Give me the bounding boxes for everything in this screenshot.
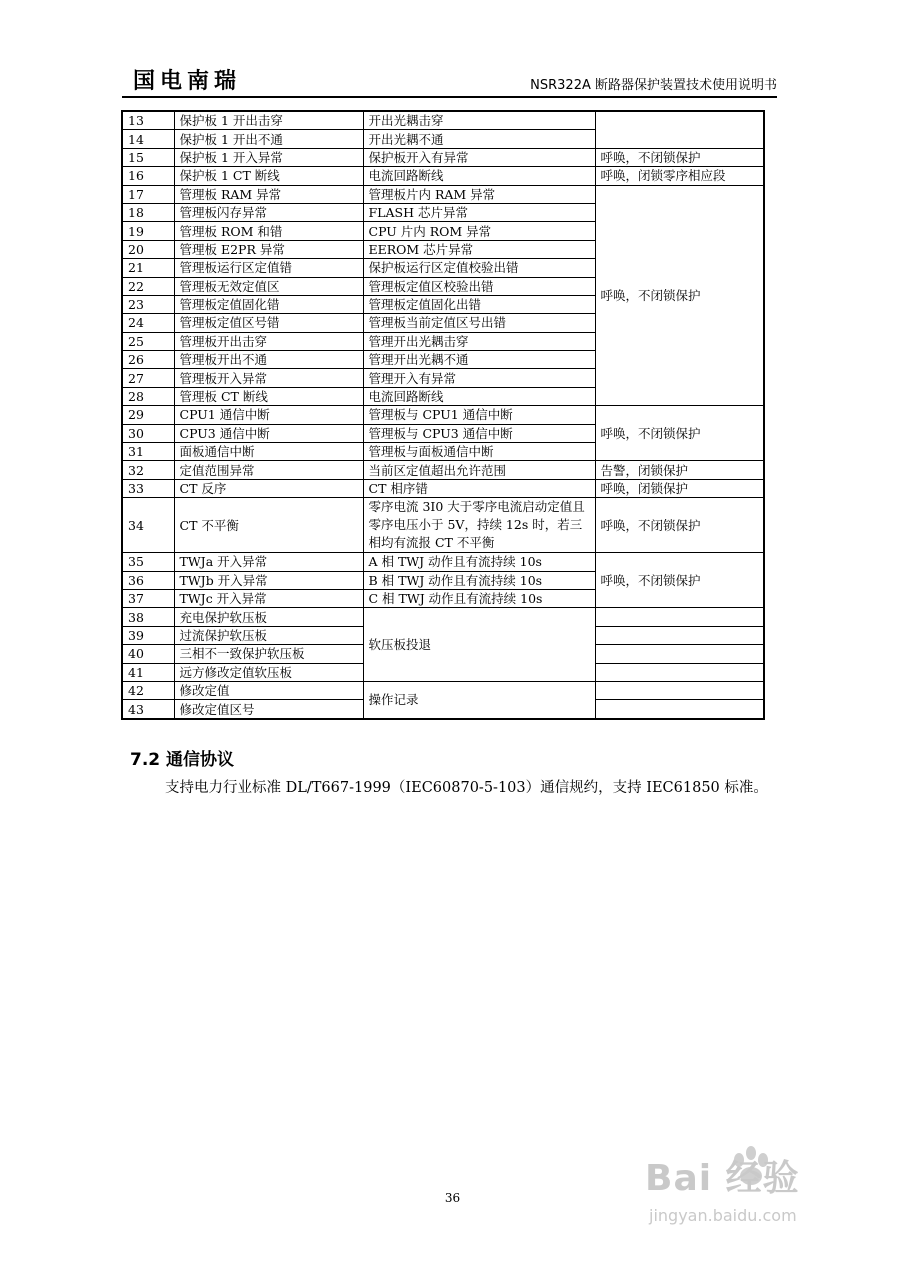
row-number: 35 <box>122 553 174 571</box>
alarm-name: 管理板 RAM 异常 <box>174 185 363 203</box>
alarm-cause: CPU 片内 ROM 异常 <box>363 222 595 240</box>
row-number: 40 <box>122 645 174 663</box>
alarm-cause: 管理板与 CPU1 通信中断 <box>363 406 595 424</box>
row-number: 33 <box>122 479 174 497</box>
row-number: 13 <box>122 111 174 130</box>
alarm-cause: 管理板片内 RAM 异常 <box>363 185 595 203</box>
alarm-cause: A 相 TWJ 动作且有流持续 10s <box>363 553 595 571</box>
alarm-name: 面板通信中断 <box>174 443 363 461</box>
alarm-action: 呼唤，闭锁保护 <box>595 479 764 497</box>
row-number: 36 <box>122 571 174 589</box>
alarm-name: CT 反序 <box>174 479 363 497</box>
row-number: 28 <box>122 387 174 405</box>
alarm-action: 告警，闭锁保护 <box>595 461 764 479</box>
table-row <box>122 479 764 497</box>
row-number: 20 <box>122 240 174 258</box>
table-row <box>122 167 764 185</box>
alarm-name: TWJc 开入异常 <box>174 589 363 607</box>
alarm-action: 呼唤，不闭锁保护 <box>595 148 764 166</box>
row-number: 17 <box>122 185 174 203</box>
row-number: 21 <box>122 259 174 277</box>
alarm-name: 修改定值 <box>174 681 363 699</box>
alarm-name: 管理板开入异常 <box>174 369 363 387</box>
alarm-action: 呼唤，不闭锁保护 <box>595 406 764 461</box>
row-number: 31 <box>122 443 174 461</box>
alarm-action: 呼唤，闭锁零序相应段 <box>595 167 764 185</box>
alarm-cause: CT 相序错 <box>363 479 595 497</box>
alarm-name: 保护板 1 开出不通 <box>174 130 363 148</box>
row-number: 29 <box>122 406 174 424</box>
row-number: 42 <box>122 681 174 699</box>
section-body: 支持电力行业标准 DL/T667-1999（IEC60870-5-103）通信规约，支持 IEC61850 标准。 <box>165 780 768 796</box>
row-number: 38 <box>122 608 174 626</box>
table-row <box>122 498 764 553</box>
document-title: NSR322A 断路器保护装置技术使用说明书 <box>530 78 777 93</box>
alarm-name: CPU3 通信中断 <box>174 424 363 442</box>
table-row <box>122 148 764 166</box>
alarm-name: 保护板 1 开出击穿 <box>174 111 363 130</box>
alarm-table-container <box>121 110 763 720</box>
alarm-name: 三相不一致保护软压板 <box>174 645 363 663</box>
row-number: 25 <box>122 332 174 350</box>
alarm-cause: 电流回路断线 <box>363 387 595 405</box>
alarm-name: 管理板 CT 断线 <box>174 387 363 405</box>
row-number: 32 <box>122 461 174 479</box>
alarm-name: 远方修改定值软压板 <box>174 663 363 681</box>
alarm-cause: 电流回路断线 <box>363 167 595 185</box>
alarm-name: CT 不平衡 <box>174 498 363 553</box>
table-row <box>122 461 764 479</box>
row-number: 26 <box>122 351 174 369</box>
alarm-name: 过流保护软压板 <box>174 626 363 644</box>
alarm-name: 充电保护软压板 <box>174 608 363 626</box>
alarm-cause: FLASH 芯片异常 <box>363 203 595 221</box>
section-heading: 7.2 通信协议 <box>130 750 235 770</box>
alarm-cause: 管理板当前定值区号出错 <box>363 314 595 332</box>
page-number: 36 <box>444 1191 461 1205</box>
alarm-cause: 管理板定值固化出错 <box>363 295 595 313</box>
alarm-name: 保护板 1 CT 断线 <box>174 167 363 185</box>
alarm-cause: 管理板与面板通信中断 <box>363 443 595 461</box>
alarm-action: 呼唤，不闭锁保护 <box>595 498 764 553</box>
alarm-name: 管理板运行区定值错 <box>174 259 363 277</box>
alarm-name: 管理板开出击穿 <box>174 332 363 350</box>
row-number: 22 <box>122 277 174 295</box>
alarm-action: 呼唤，不闭锁保护 <box>595 185 764 406</box>
row-number: 15 <box>122 148 174 166</box>
alarm-action-empty <box>595 111 764 148</box>
alarm-name: 管理板闪存异常 <box>174 203 363 221</box>
alarm-cause: 保护板运行区定值校验出错 <box>363 259 595 277</box>
alarm-name: CPU1 通信中断 <box>174 406 363 424</box>
table-row <box>122 111 764 130</box>
alarm-name: 管理板 ROM 和错 <box>174 222 363 240</box>
alarm-cause: 保护板开入有异常 <box>363 148 595 166</box>
alarm-cause: 开出光耦击穿 <box>363 111 595 130</box>
alarm-action-empty <box>595 663 764 681</box>
table-row <box>122 406 764 424</box>
alarm-name: 管理板定值区号错 <box>174 314 363 332</box>
alarm-action-empty <box>595 608 764 626</box>
row-number: 37 <box>122 589 174 607</box>
company-logo: 国电南瑞 <box>133 68 242 94</box>
alarm-cause: 当前区定值超出允许范围 <box>363 461 595 479</box>
table-row <box>122 185 764 203</box>
alarm-cause: 零序电流 3I0 大于零序电流启动定值且零序电压小于 5V，持续 12s 时，若三相均有流报 CT 不平衡 <box>363 498 595 553</box>
alarm-cause: 管理开出光耦击穿 <box>363 332 595 350</box>
row-number: 24 <box>122 314 174 332</box>
alarm-name: TWJb 开入异常 <box>174 571 363 589</box>
alarm-cause: 管理开入有异常 <box>363 369 595 387</box>
row-number: 34 <box>122 498 174 553</box>
alarm-action-empty <box>595 700 764 719</box>
row-number: 16 <box>122 167 174 185</box>
alarm-cause: EEROM 芯片异常 <box>363 240 595 258</box>
row-number: 14 <box>122 130 174 148</box>
alarm-cause: 管理开出光耦不通 <box>363 351 595 369</box>
alarm-cause: 管理板定值区校验出错 <box>363 277 595 295</box>
alarm-name: 定值范围异常 <box>174 461 363 479</box>
table-row <box>122 608 764 626</box>
alarm-name: 管理板开出不通 <box>174 351 363 369</box>
alarm-cause: 软压板投退 <box>363 608 595 682</box>
row-number: 30 <box>122 424 174 442</box>
alarm-cause: B 相 TWJ 动作且有流持续 10s <box>363 571 595 589</box>
alarm-cause: 操作记录 <box>363 681 595 718</box>
row-number: 19 <box>122 222 174 240</box>
watermark-logo: Bai 经验 <box>645 1158 800 1199</box>
row-number: 39 <box>122 626 174 644</box>
row-number: 27 <box>122 369 174 387</box>
alarm-action-empty <box>595 681 764 699</box>
alarm-table <box>121 110 765 720</box>
alarm-name: 管理板定值固化错 <box>174 295 363 313</box>
alarm-name: TWJa 开入异常 <box>174 553 363 571</box>
alarm-action-empty <box>595 645 764 663</box>
table-row <box>122 681 764 699</box>
alarm-cause: C 相 TWJ 动作且有流持续 10s <box>363 589 595 607</box>
table-row <box>122 553 764 571</box>
row-number: 41 <box>122 663 174 681</box>
watermark-url: jingyan.baidu.com <box>649 1206 797 1225</box>
alarm-name: 修改定值区号 <box>174 700 363 719</box>
row-number: 43 <box>122 700 174 719</box>
watermark <box>645 1150 857 1240</box>
alarm-name: 保护板 1 开入异常 <box>174 148 363 166</box>
alarm-name: 管理板 E2PR 异常 <box>174 240 363 258</box>
row-number: 23 <box>122 295 174 313</box>
row-number: 18 <box>122 203 174 221</box>
alarm-cause: 管理板与 CPU3 通信中断 <box>363 424 595 442</box>
header-divider <box>122 96 777 98</box>
alarm-action: 呼唤，不闭锁保护 <box>595 553 764 608</box>
alarm-cause: 开出光耦不通 <box>363 130 595 148</box>
alarm-name: 管理板无效定值区 <box>174 277 363 295</box>
alarm-action-empty <box>595 626 764 644</box>
